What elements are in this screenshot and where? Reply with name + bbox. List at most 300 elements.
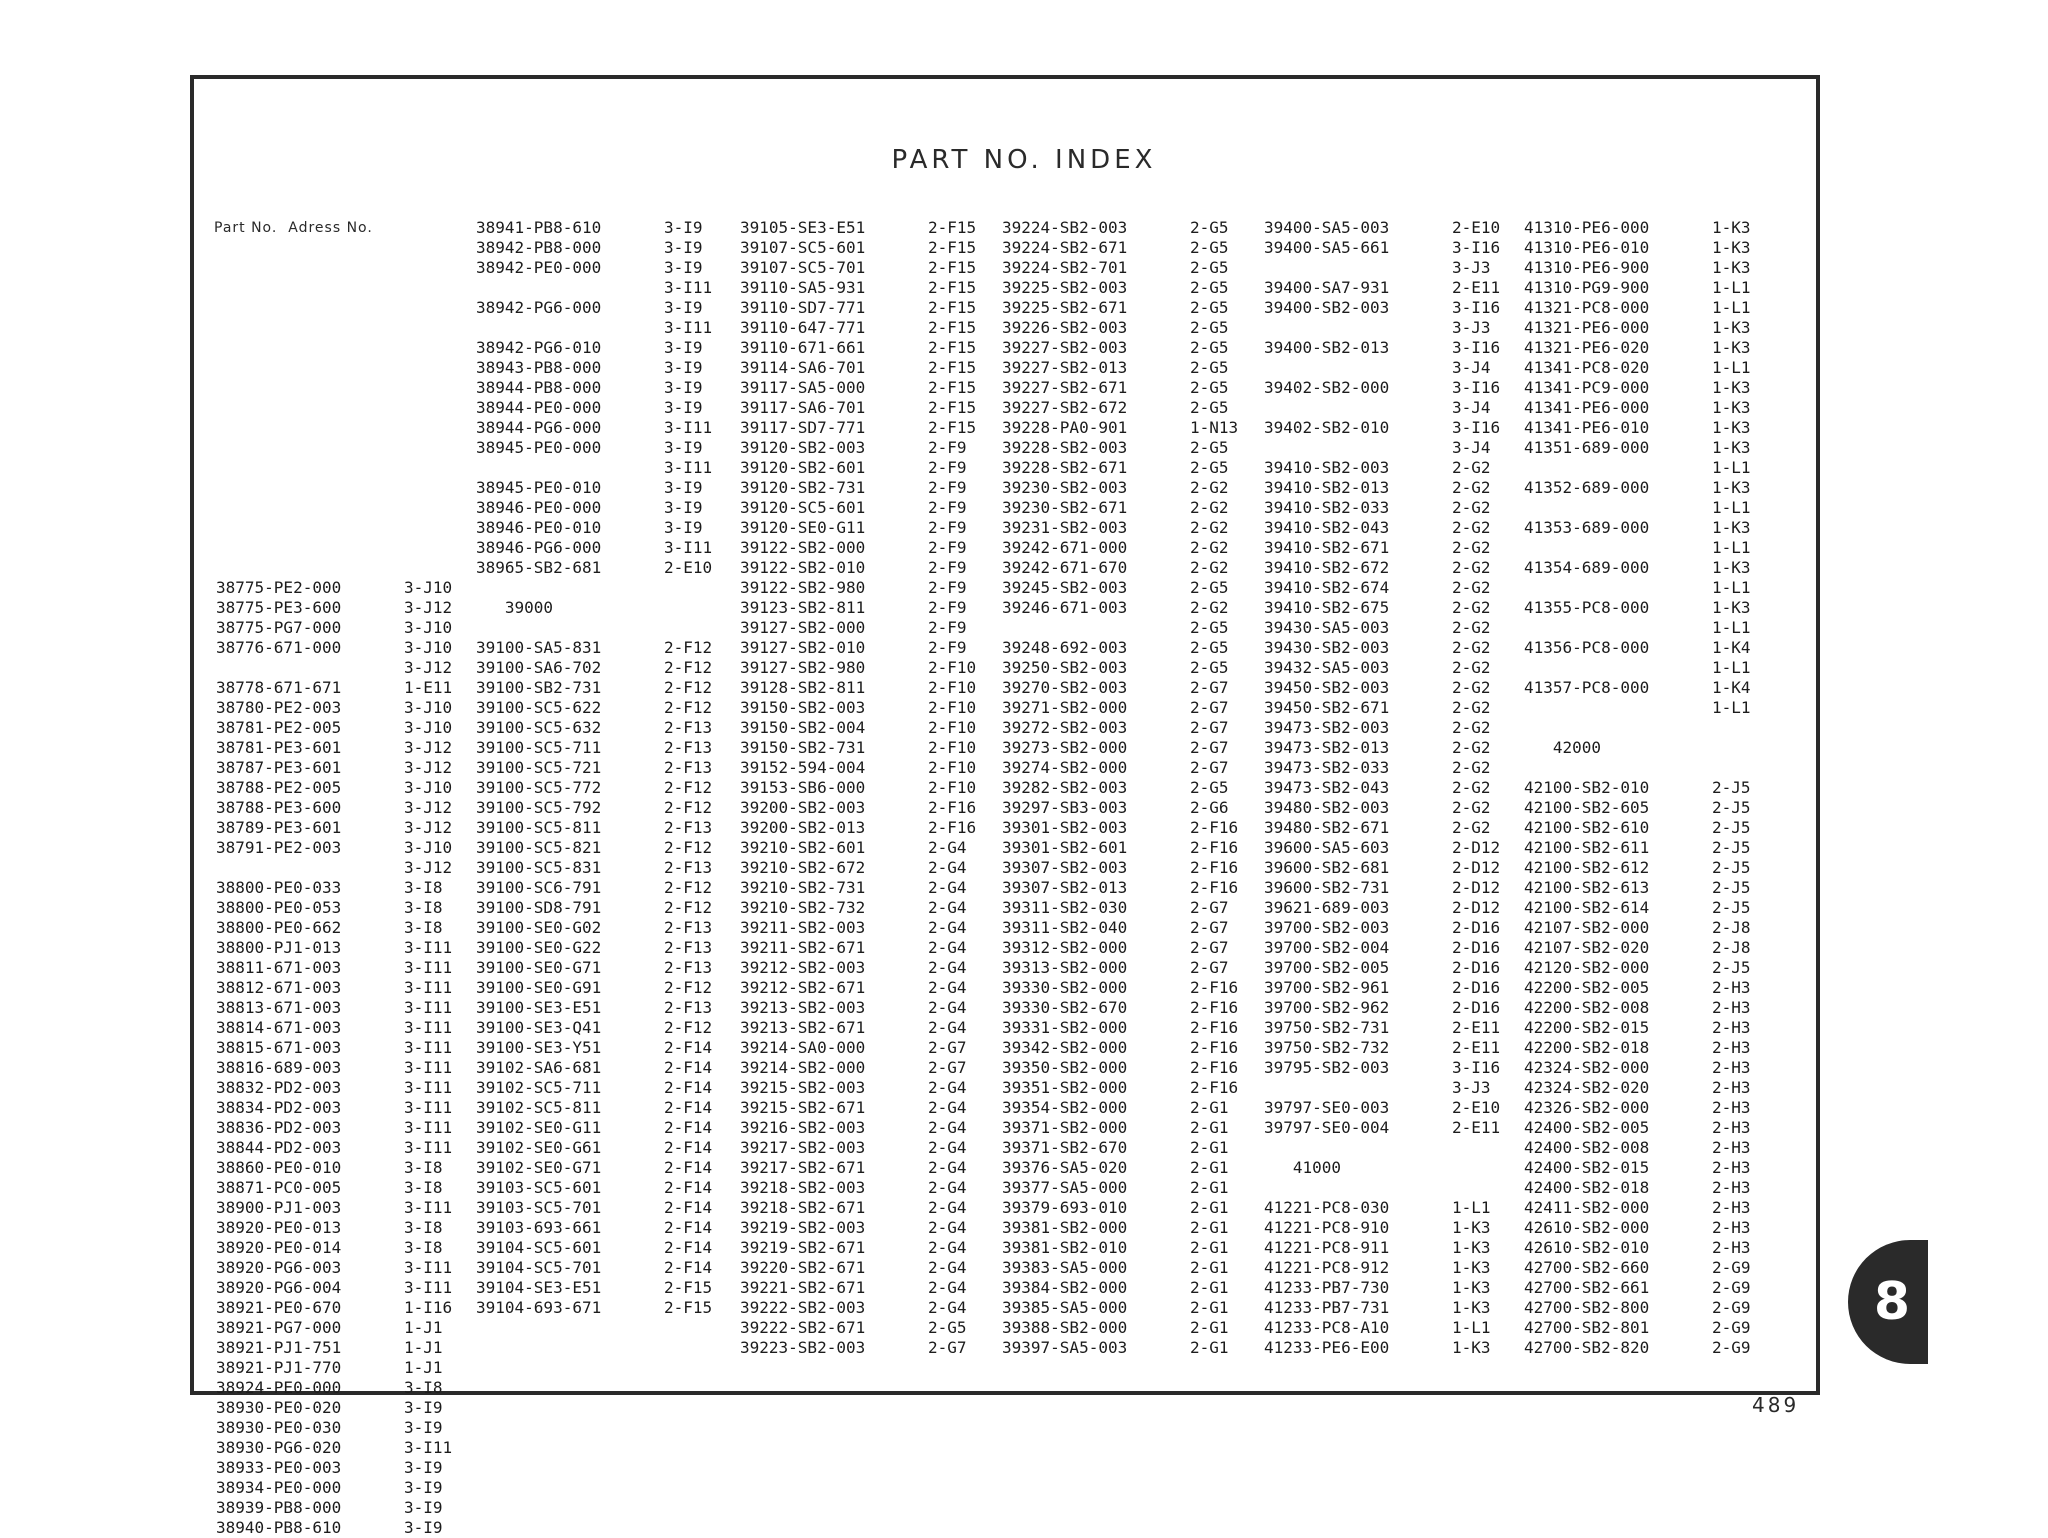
address-number: 1-L1 <box>1712 618 1751 637</box>
address-number: 2-J5 <box>1712 898 1751 917</box>
address-number: 3-I11 <box>664 418 713 437</box>
address-number: 2-G1 <box>1190 1258 1229 1277</box>
address-number: 3-I11 <box>404 1078 453 1097</box>
index-row <box>1524 418 1784 438</box>
index-row <box>1264 678 1524 698</box>
part-number: 38814-671-003 <box>216 1018 342 1037</box>
index-row <box>216 558 476 578</box>
address-number: 2-F9 <box>928 618 967 637</box>
part-number: 39473-SB2-033 <box>1264 758 1390 777</box>
index-row <box>1524 1318 1784 1338</box>
part-number: 42200-SB2-015 <box>1524 1018 1650 1037</box>
address-number: 3-J10 <box>404 698 453 717</box>
part-number: 39400-SB2-003 <box>1264 298 1390 317</box>
address-number: 2-F15 <box>928 218 977 237</box>
index-row <box>476 818 736 838</box>
index-row <box>1002 598 1262 618</box>
part-number: 39383-SA5-000 <box>1002 1258 1128 1277</box>
address-number: 3-I9 <box>664 518 703 537</box>
address-number: 2-G7 <box>1190 918 1229 937</box>
part-number: 39120-SB2-003 <box>740 438 866 457</box>
address-number: 1-K3 <box>1712 238 1751 257</box>
address-number: 2-G2 <box>1190 518 1229 537</box>
address-number: 1-L1 <box>1712 658 1751 677</box>
index-row <box>476 458 736 478</box>
address-number: 2-E10 <box>1452 1098 1501 1117</box>
index-row <box>216 798 476 818</box>
part-number: 39301-SB2-003 <box>1002 818 1128 837</box>
index-row <box>740 558 1000 578</box>
address-number: 3-I11 <box>664 278 713 297</box>
part-number: 39432-SA5-003 <box>1264 658 1390 677</box>
part-number: 39227-SB2-013 <box>1002 358 1128 377</box>
part-number: 39297-SB3-003 <box>1002 798 1128 817</box>
index-row <box>1524 878 1784 898</box>
index-row <box>1264 1178 1524 1198</box>
address-number: 2-F10 <box>928 738 977 757</box>
part-number: 39228-PA0-901 <box>1002 418 1128 437</box>
address-number: 2-D12 <box>1452 858 1501 877</box>
address-number: 2-F9 <box>928 458 967 477</box>
part-number: 39122-SB2-010 <box>740 558 866 577</box>
index-row <box>476 858 736 878</box>
address-number: 2-G5 <box>1190 438 1229 457</box>
address-number: 3-I11 <box>404 1138 453 1157</box>
part-number: 42100-SB2-614 <box>1524 898 1650 917</box>
index-row <box>1002 1078 1262 1098</box>
part-number: 39100-SC5-772 <box>476 778 602 797</box>
index-row <box>216 598 476 618</box>
part-number: 39000 <box>476 598 554 617</box>
part-number: 39107-SC5-701 <box>740 258 866 277</box>
part-number: 39210-SB2-601 <box>740 838 866 857</box>
address-number: 2-G5 <box>1190 278 1229 297</box>
part-number: 41310-PG9-900 <box>1524 278 1650 297</box>
index-row <box>1002 258 1262 278</box>
index-row <box>740 1278 1000 1298</box>
index-row <box>1264 358 1524 378</box>
part-number: 38776-671-000 <box>216 638 342 657</box>
address-number: 2-H3 <box>1712 1078 1751 1097</box>
address-number: 2-F15 <box>928 378 977 397</box>
address-number: 2-G7 <box>1190 898 1229 917</box>
index-row <box>1002 1178 1262 1198</box>
part-number: 38924-PE0-000 <box>216 1378 342 1397</box>
address-number: 2-G5 <box>1190 578 1229 597</box>
index-row <box>1264 518 1524 538</box>
address-number: 1-K3 <box>1452 1338 1491 1357</box>
index-row <box>476 958 736 978</box>
index-row <box>476 1278 736 1298</box>
address-number: 2-G4 <box>928 858 967 877</box>
part-number: 39225-SB2-003 <box>1002 278 1128 297</box>
part-number: 38920-PG6-004 <box>216 1278 342 1297</box>
index-row <box>740 998 1000 1018</box>
index-row <box>476 738 736 758</box>
part-number: 42610-SB2-000 <box>1524 1218 1650 1237</box>
index-row <box>1524 778 1784 798</box>
address-number: 2-G4 <box>928 998 967 1017</box>
part-number: 39307-SB2-013 <box>1002 878 1128 897</box>
part-number: 42700-SB2-660 <box>1524 1258 1650 1277</box>
index-row <box>1524 578 1784 598</box>
index-row <box>216 1258 476 1278</box>
part-number: 41233-PC8-A10 <box>1264 1318 1390 1337</box>
index-row <box>1002 1278 1262 1298</box>
part-number: 42400-SB2-015 <box>1524 1158 1650 1177</box>
address-number: 3-I11 <box>404 1198 453 1217</box>
part-number: 38860-PE0-010 <box>216 1158 342 1177</box>
address-number: 2-G9 <box>1712 1318 1751 1337</box>
part-number: 39600-SA5-603 <box>1264 838 1390 857</box>
address-number: 1-K3 <box>1712 438 1751 457</box>
part-number: 39100-SE0-G91 <box>476 978 602 997</box>
index-row <box>1524 398 1784 418</box>
index-row <box>1002 1138 1262 1158</box>
index-row <box>476 898 736 918</box>
address-number: 2-E10 <box>664 558 713 577</box>
part-number: 39271-SB2-000 <box>1002 698 1128 717</box>
part-number: 39120-SE0-G11 <box>740 518 866 537</box>
address-number: 2-G4 <box>928 1118 967 1137</box>
index-row <box>476 598 736 618</box>
address-number: 3-I11 <box>404 1278 453 1297</box>
index-row <box>476 1098 736 1118</box>
index-row <box>1002 1198 1262 1218</box>
address-number: 2-G4 <box>928 938 967 957</box>
part-number: 39797-SE0-004 <box>1264 1118 1390 1137</box>
part-number: 38832-PD2-003 <box>216 1078 342 1097</box>
index-row <box>740 1118 1000 1138</box>
index-row <box>1524 1178 1784 1198</box>
index-row <box>1264 578 1524 598</box>
part-number: 39377-SA5-000 <box>1002 1178 1128 1197</box>
index-row <box>1264 738 1524 758</box>
part-number: 39228-SB2-671 <box>1002 458 1128 477</box>
index-row <box>1002 798 1262 818</box>
index-row <box>740 858 1000 878</box>
index-row <box>1264 818 1524 838</box>
index-row <box>216 1178 476 1198</box>
address-number: 2-G5 <box>1190 638 1229 657</box>
part-number: 39100-SC5-792 <box>476 798 602 817</box>
index-row <box>740 258 1000 278</box>
address-number: 2-G5 <box>1190 298 1229 317</box>
index-row <box>1524 1098 1784 1118</box>
index-row <box>476 498 736 518</box>
address-number: 2-J8 <box>1712 918 1751 937</box>
address-number: 2-G5 <box>1190 458 1229 477</box>
index-row <box>740 918 1000 938</box>
part-number: 39114-SA6-701 <box>740 358 866 377</box>
index-row <box>476 518 736 538</box>
address-number: 2-G2 <box>1452 638 1491 657</box>
index-row <box>1002 1038 1262 1058</box>
index-row <box>476 1198 736 1218</box>
address-number: 2-G4 <box>928 958 967 977</box>
address-number: 1-J1 <box>404 1358 443 1377</box>
address-number: 2-G9 <box>1712 1338 1751 1357</box>
part-number: 39384-SB2-000 <box>1002 1278 1128 1297</box>
part-number: 39274-SB2-000 <box>1002 758 1128 777</box>
address-number: 2-E11 <box>1452 1018 1501 1037</box>
index-row <box>216 1378 476 1398</box>
part-number: 39313-SB2-000 <box>1002 958 1128 977</box>
part-number: 39400-SA5-003 <box>1264 218 1390 237</box>
address-number: 2-F14 <box>664 1198 713 1217</box>
part-number: 39100-SC5-711 <box>476 738 602 757</box>
index-row <box>740 438 1000 458</box>
address-number: 2-F16 <box>1190 1078 1239 1097</box>
part-number: 42200-SB2-008 <box>1524 998 1650 1017</box>
index-row <box>1002 458 1262 478</box>
address-number: 2-F15 <box>928 298 977 317</box>
part-number: 39350-SB2-000 <box>1002 1058 1128 1077</box>
part-number: 39103-693-661 <box>476 1218 602 1237</box>
address-number: 2-F15 <box>664 1298 713 1317</box>
index-row <box>216 1398 476 1418</box>
index-row <box>216 1078 476 1098</box>
address-number: 1-L1 <box>1712 498 1751 517</box>
index-row <box>1264 618 1524 638</box>
part-number: 38944-PB8-000 <box>476 378 602 397</box>
address-number: 3-I9 <box>404 1398 443 1417</box>
index-row <box>216 1278 476 1298</box>
index-row <box>1524 518 1784 538</box>
index-row <box>1002 418 1262 438</box>
part-number: 38812-671-003 <box>216 978 342 997</box>
part-number: 39211-SB2-003 <box>740 918 866 937</box>
index-row <box>1264 218 1524 238</box>
index-row <box>1524 558 1784 578</box>
address-number: 2-F13 <box>664 818 713 837</box>
address-number: 3-I16 <box>1452 1058 1501 1077</box>
address-number: 2-G1 <box>1190 1238 1229 1257</box>
address-number: 3-I11 <box>404 938 453 957</box>
address-number: 2-G7 <box>1190 958 1229 977</box>
index-row <box>216 1158 476 1178</box>
part-number: 39381-SB2-010 <box>1002 1238 1128 1257</box>
index-row <box>476 558 736 578</box>
part-number: 38945-PE0-000 <box>476 438 602 457</box>
part-number: 39213-SB2-003 <box>740 998 866 1017</box>
part-number: 42411-SB2-000 <box>1524 1198 1650 1217</box>
part-number: 39210-SB2-731 <box>740 878 866 897</box>
part-number: 39223-SB2-003 <box>740 1338 866 1357</box>
address-number: 3-J4 <box>1452 398 1491 417</box>
index-row <box>476 538 736 558</box>
address-number: 1-K3 <box>1712 258 1751 277</box>
part-number: 38791-PE2-003 <box>216 838 342 857</box>
part-number: 39219-SB2-003 <box>740 1218 866 1237</box>
index-row <box>1524 1238 1784 1258</box>
address-number: 2-G2 <box>1190 478 1229 497</box>
address-number: 1-K4 <box>1712 678 1751 697</box>
address-number: 2-F14 <box>664 1038 713 1057</box>
address-number: 2-F12 <box>664 658 713 677</box>
address-number: 2-G5 <box>1190 318 1229 337</box>
index-row <box>476 1158 736 1178</box>
index-row <box>476 1138 736 1158</box>
address-number: 1-K3 <box>1452 1218 1491 1237</box>
index-row <box>1264 1338 1524 1358</box>
address-number: 2-G1 <box>1190 1298 1229 1317</box>
part-number: 38844-PD2-003 <box>216 1138 342 1157</box>
index-row <box>1524 238 1784 258</box>
address-number: 3-J4 <box>1452 438 1491 457</box>
part-number: 39700-SB2-003 <box>1264 918 1390 937</box>
index-row <box>740 1098 1000 1118</box>
part-number: 39224-SB2-003 <box>1002 218 1128 237</box>
address-number: 2-G2 <box>1452 758 1491 777</box>
part-number: 39110-SA5-931 <box>740 278 866 297</box>
part-number: 39128-SB2-811 <box>740 678 866 697</box>
part-number: 41356-PC8-000 <box>1524 638 1650 657</box>
address-number: 2-J5 <box>1712 958 1751 977</box>
address-number: 2-G4 <box>928 1238 967 1257</box>
part-number: 38930-PE0-030 <box>216 1418 342 1437</box>
part-number: 39410-SB2-675 <box>1264 598 1390 617</box>
address-number: 1-K3 <box>1712 338 1751 357</box>
index-row <box>1524 758 1784 778</box>
index-row <box>216 1478 476 1498</box>
index-row <box>1264 298 1524 318</box>
index-row <box>740 878 1000 898</box>
index-row <box>1264 718 1524 738</box>
address-number: 2-F10 <box>928 698 977 717</box>
index-row <box>1524 1038 1784 1058</box>
index-row <box>1002 898 1262 918</box>
address-number: 3-I9 <box>664 378 703 397</box>
address-number: 1-K3 <box>1712 378 1751 397</box>
address-number: 2-G5 <box>1190 358 1229 377</box>
index-row <box>216 678 476 698</box>
address-number: 3-I16 <box>1452 298 1501 317</box>
address-number: 3-J10 <box>404 718 453 737</box>
part-number: 39750-SB2-732 <box>1264 1038 1390 1057</box>
address-number: 2-G2 <box>1452 818 1491 837</box>
index-row <box>1524 858 1784 878</box>
index-row <box>1002 558 1262 578</box>
part-number: 39450-SB2-671 <box>1264 698 1390 717</box>
index-row <box>216 1318 476 1338</box>
part-number: 39105-SE3-E51 <box>740 218 866 237</box>
address-number: 2-F15 <box>928 278 977 297</box>
part-number: 42100-SB2-613 <box>1524 878 1650 897</box>
address-number: 2-D12 <box>1452 838 1501 857</box>
address-number: 2-G6 <box>1190 798 1229 817</box>
part-number: 38945-PE0-010 <box>476 478 602 497</box>
part-number: 39224-SB2-671 <box>1002 238 1128 257</box>
address-number: 2-F12 <box>664 638 713 657</box>
part-number: 39100-SC6-791 <box>476 878 602 897</box>
part-number: 39450-SB2-003 <box>1264 678 1390 697</box>
index-row <box>1264 1318 1524 1338</box>
index-row <box>1002 278 1262 298</box>
index-row <box>740 1158 1000 1178</box>
index-row <box>1524 598 1784 618</box>
index-row <box>1524 958 1784 978</box>
part-number: 38942-PE0-000 <box>476 258 602 277</box>
address-number: 3-I11 <box>404 978 453 997</box>
index-row <box>1524 498 1784 518</box>
address-number: 2-G4 <box>928 978 967 997</box>
part-no-header: Part No. <box>214 220 278 236</box>
address-number: 2-F9 <box>928 538 967 557</box>
part-number: 39221-SB2-671 <box>740 1278 866 1297</box>
index-row <box>216 818 476 838</box>
address-number: 3-J12 <box>404 598 453 617</box>
page-number: 489 <box>1752 1393 1800 1417</box>
address-number: 1-L1 <box>1712 698 1751 717</box>
part-number: 38834-PD2-003 <box>216 1098 342 1117</box>
index-row <box>740 898 1000 918</box>
index-row <box>476 618 736 638</box>
part-number: 39750-SB2-731 <box>1264 1018 1390 1037</box>
index-row <box>216 398 476 418</box>
index-row <box>1002 318 1262 338</box>
index-row <box>1002 1118 1262 1138</box>
index-row <box>1524 358 1784 378</box>
address-number: 2-H3 <box>1712 978 1751 997</box>
index-row <box>1002 438 1262 458</box>
index-row <box>1264 838 1524 858</box>
address-number: 3-I11 <box>404 1438 453 1457</box>
address-number: 2-F13 <box>664 738 713 757</box>
part-number: 38775-PG7-000 <box>216 618 342 637</box>
index-row <box>740 978 1000 998</box>
address-number: 1-K3 <box>1712 598 1751 617</box>
address-number: 2-F16 <box>1190 838 1239 857</box>
part-number: 38946-PE0-000 <box>476 498 602 517</box>
part-number: 41341-PC9-000 <box>1524 378 1650 397</box>
index-row <box>1264 698 1524 718</box>
index-row <box>1524 218 1784 238</box>
address-number: 2-F9 <box>928 598 967 617</box>
index-row <box>216 458 476 478</box>
index-row <box>476 1238 736 1258</box>
part-number: 39700-SB2-005 <box>1264 958 1390 977</box>
index-row <box>476 338 736 358</box>
address-number: 2-G2 <box>1452 718 1491 737</box>
part-number: 39214-SA0-000 <box>740 1038 866 1057</box>
index-row <box>476 1018 736 1038</box>
part-number: 42400-SB2-018 <box>1524 1178 1650 1197</box>
index-row <box>476 378 736 398</box>
address-number: 2-F13 <box>664 998 713 1017</box>
part-number: 39230-SB2-003 <box>1002 478 1128 497</box>
index-row <box>1264 938 1524 958</box>
part-number: 39222-SB2-671 <box>740 1318 866 1337</box>
index-row <box>740 758 1000 778</box>
part-number: 41221-PC8-030 <box>1264 1198 1390 1217</box>
index-row <box>1264 1018 1524 1038</box>
index-row <box>216 738 476 758</box>
part-number: 39226-SB2-003 <box>1002 318 1128 337</box>
address-number: 2-F13 <box>664 758 713 777</box>
address-number: 2-G7 <box>928 1038 967 1057</box>
part-number: 39354-SB2-000 <box>1002 1098 1128 1117</box>
address-number: 3-J3 <box>1452 1078 1491 1097</box>
part-number: 39212-SB2-003 <box>740 958 866 977</box>
address-number: 3-I11 <box>404 998 453 1017</box>
index-row <box>216 898 476 918</box>
part-number: 42324-SB2-000 <box>1524 1058 1650 1077</box>
index-row <box>1002 398 1262 418</box>
address-number: 2-J5 <box>1712 818 1751 837</box>
index-row <box>740 318 1000 338</box>
part-number: 42100-SB2-611 <box>1524 838 1650 857</box>
